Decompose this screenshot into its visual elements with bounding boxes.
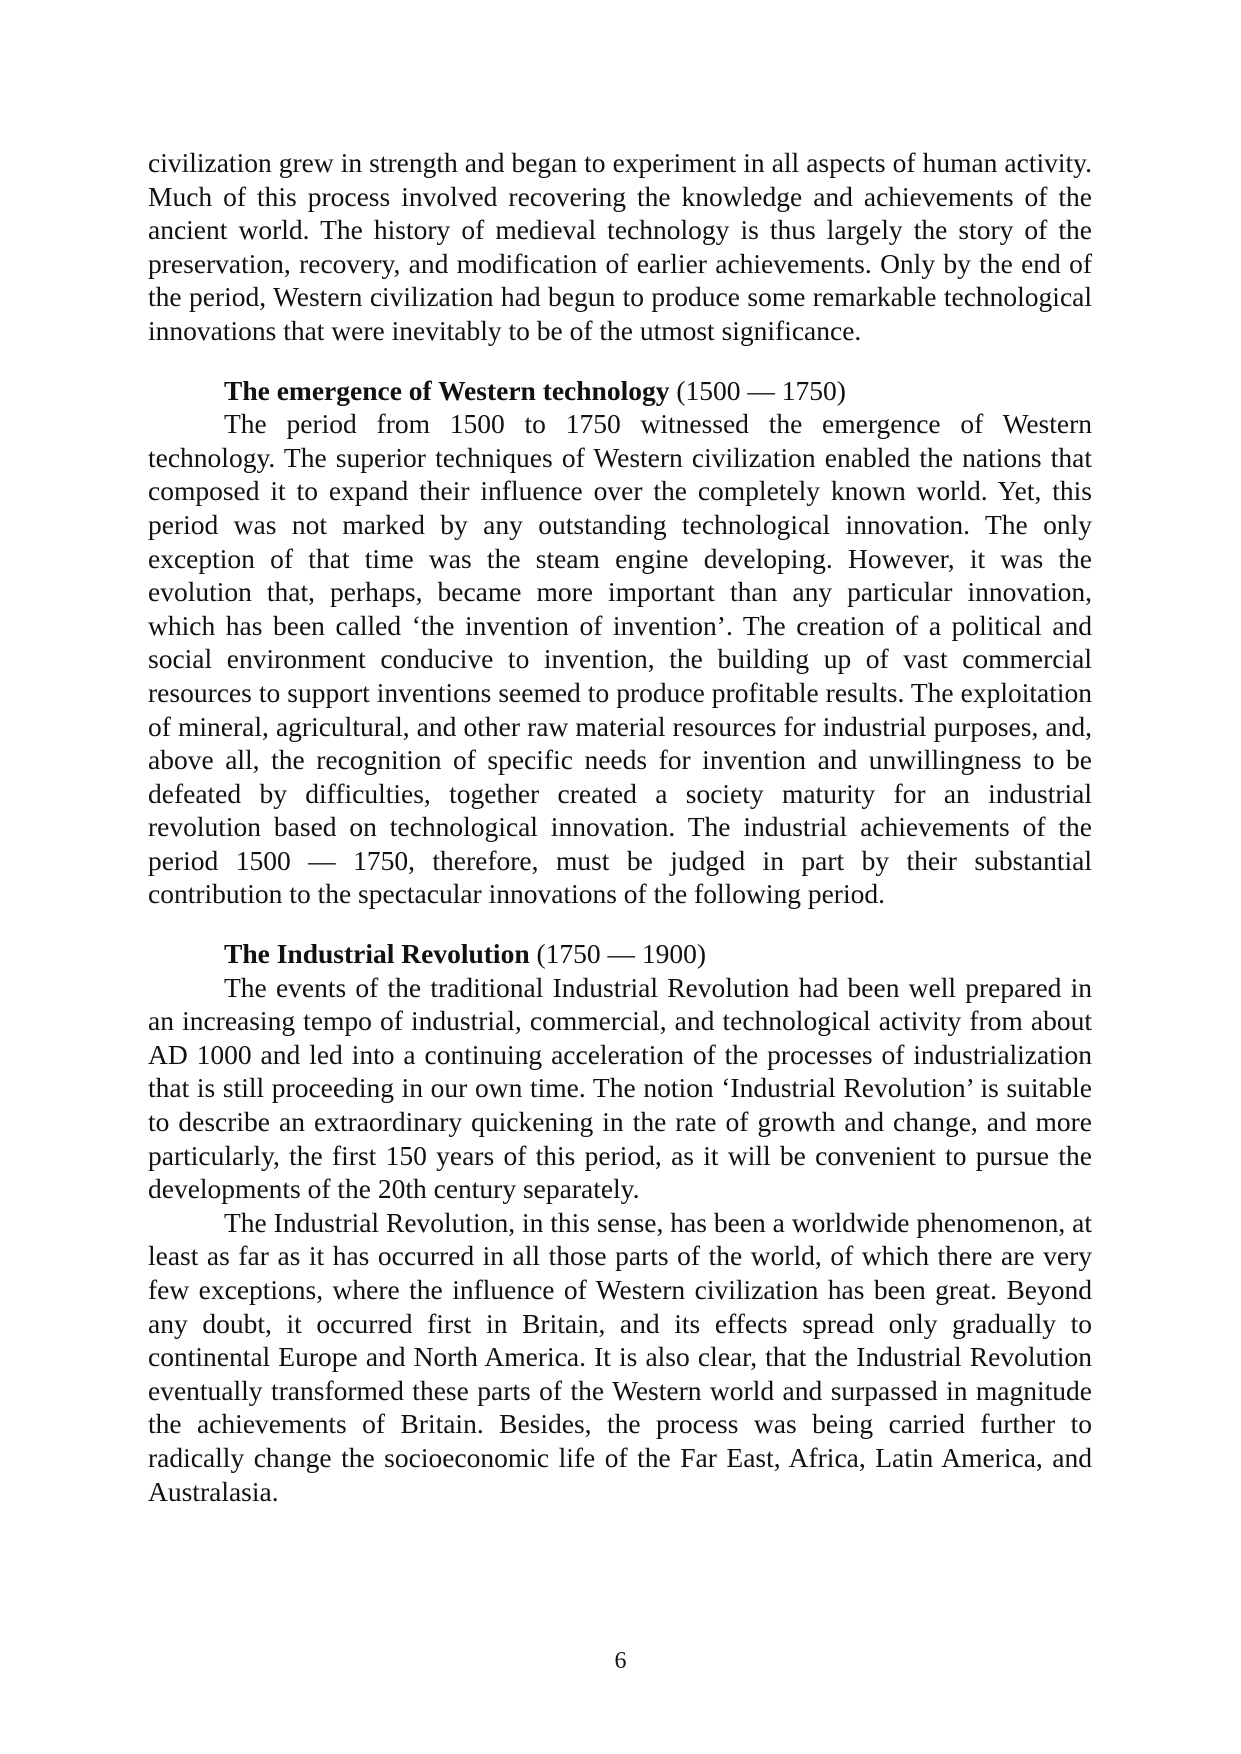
section-industrial-revolution <box>148 937 1092 1508</box>
page-body <box>148 146 1092 1508</box>
section-heading <box>148 374 1092 408</box>
body-paragraph: The events of the traditional Industrial Revolution had been well prepared in an increasing tempo of industrial, commercial, and technological activity from about AD 1000 and led into a continuing acceleration of the processes of industrialization that is still proceeding in our own time. The notion ‘Industrial Revolution’ is suitable to describe an extraordinary quickening in the rate of growth and change, and more particularly, the first 150 years of this period, as it will be convenient to pursue the developments of the 20th century separately. <box>148 971 1092 1205</box>
section-western-technology <box>148 374 1092 912</box>
section-title: The Industrial Revolution <box>224 938 530 970</box>
body-paragraph: The Industrial Revolution, in this sense, has been a worldwide phenomenon, at least as far as it has occurred in all those parts of the world, of which there are very few exceptions, where the influence of Western civilization has been great. Beyond any doubt, it occurred first in Britain, and its effects spread only gradually to continental Europe and North America. It is also clear, that the Industrial Revolution eventually transformed these parts of the Western world and surpassed in magnitude the achievements of Britain. Besides, the process was being carried further to radically change the socioeconomic life of the Far East, Africa, Latin America, and Australasia. <box>148 1206 1092 1507</box>
section-heading <box>148 937 1092 971</box>
section-period: (1750 — 1900) <box>529 938 707 970</box>
intro-paragraph: civilization grew in strength and began to experiment in all aspects of human activity. Much of this process involved recovering the knowledge and achievements of the ancient world. The history of medieval technology is thus largely the story of the preservation, recovery, and modification of earlier achievements. Only by the end of the period, Western civilization had begun to produce some remarkable technological innovations that were inevitably to be of the utmost significance. <box>148 147 1092 346</box>
section-period: (1500 — 1750) <box>669 374 846 406</box>
section-title: The emergence of Western technology <box>224 374 670 406</box>
page-number: 6 <box>614 1648 627 1674</box>
body-paragraph: The period from 1500 to 1750 witnessed the emergence of Western technology. The superior techniques of Western civilization enabled the nations that composed it to expand their influence over the completely known world. Yet, this period was not marked by any outstanding technological innovation. The only exception of that time was the steam engine developing. However, it was the evolution that, perhaps, became more important than any particular innovation, which has been called ‘the invention of invention’. The creation of a political and social environment conducive to invention, the building up of vast commercial resources to support inventions seemed to produce profitable results. The exploitation of mineral, agricultural, and other raw material resources for industrial purposes, and, above all, the recognition of specific needs for invention and unwillingness to be defeated by difficulties, together created a society maturity for an industrial revolution based on technological innovation. The industrial achievements of the period 1500 — 1750, therefore, must be judged in part by their substantial contribution to the spectacular innovations of the following period. <box>148 408 1092 910</box>
